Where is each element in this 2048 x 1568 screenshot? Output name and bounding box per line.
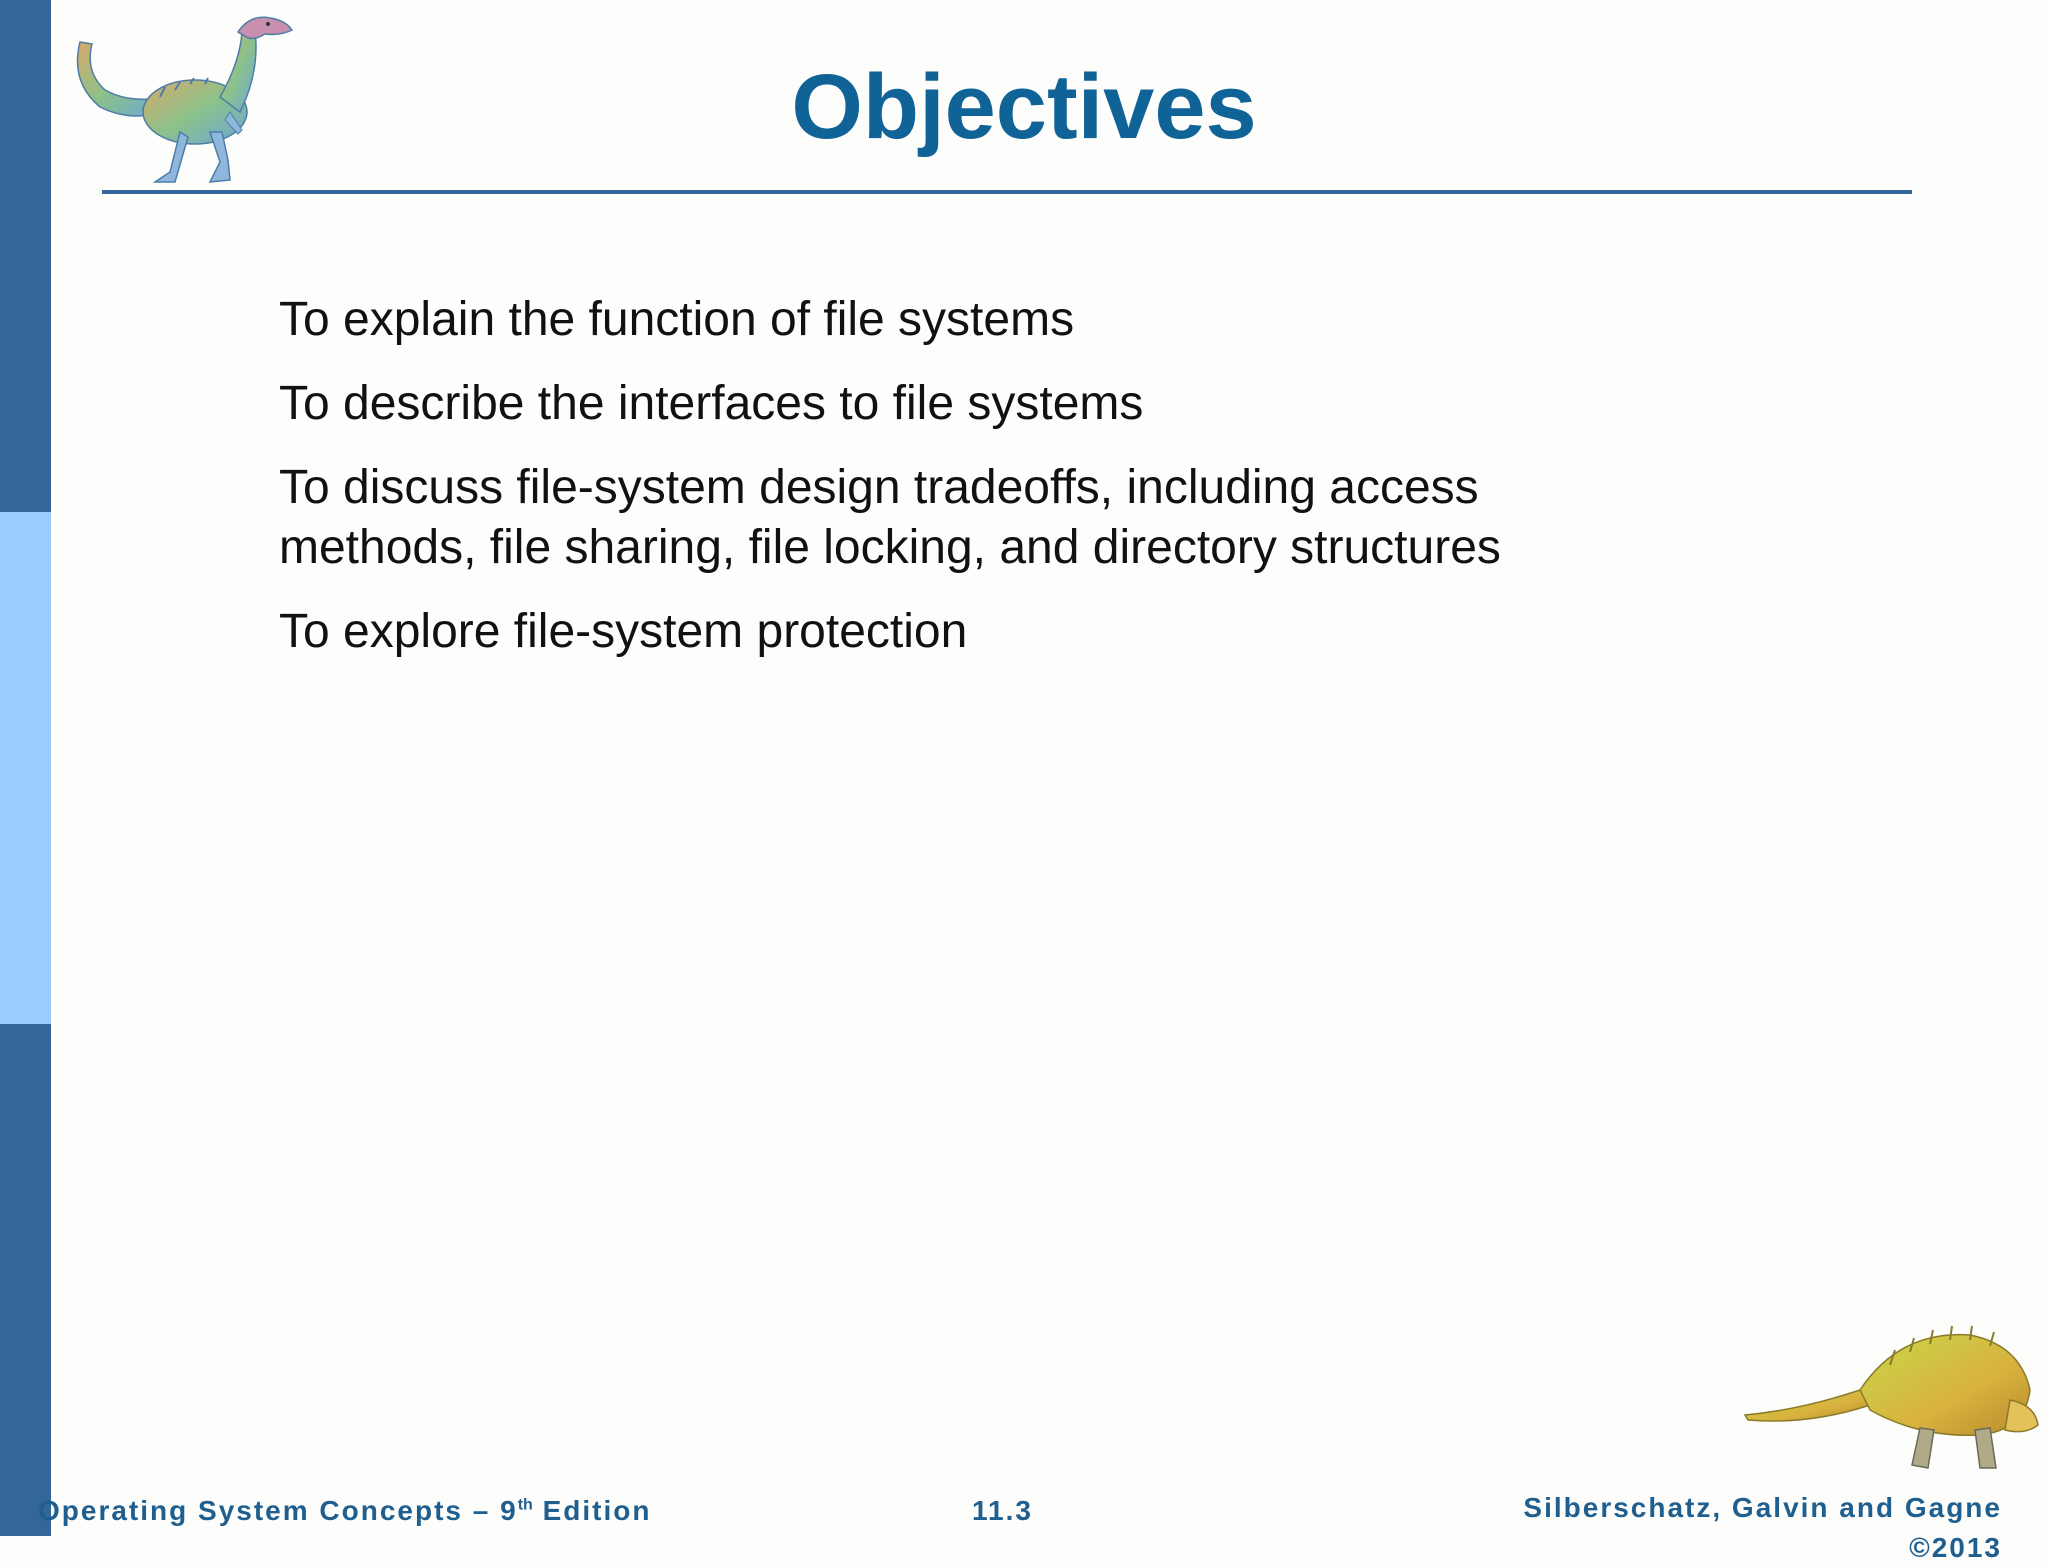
left-color-bar [0,0,51,1536]
objective-item: To explain the function of file systems [279,293,1075,346]
left-bar-bottom-segment [0,1024,51,1536]
footer-edition-superscript: th [517,1496,533,1514]
footer-page-number: 11.3 [972,1495,1033,1526]
footer-book-title [38,1495,651,1527]
title-divider [102,190,1912,194]
footer-book-prefix: Operating System Concepts – 9 [38,1495,518,1526]
footer-authors: Silberschatz, Galvin and Gagne ©2013 [1523,1492,2002,1563]
slide-title: Objectives [791,56,1257,158]
dinosaur-bottom-icon [1740,1320,2040,1480]
left-bar-middle-segment [0,512,51,1024]
objective-item: To discuss file-system design tradeoffs, including access methods, file sharing, file locking, and directory structures [279,461,1501,574]
objective-item: To describe the interfaces to file systems [279,377,1144,430]
objectives-list [279,290,1679,686]
footer-book-suffix: Edition [532,1495,652,1526]
objective-item: To explore file-system protection [279,605,968,658]
